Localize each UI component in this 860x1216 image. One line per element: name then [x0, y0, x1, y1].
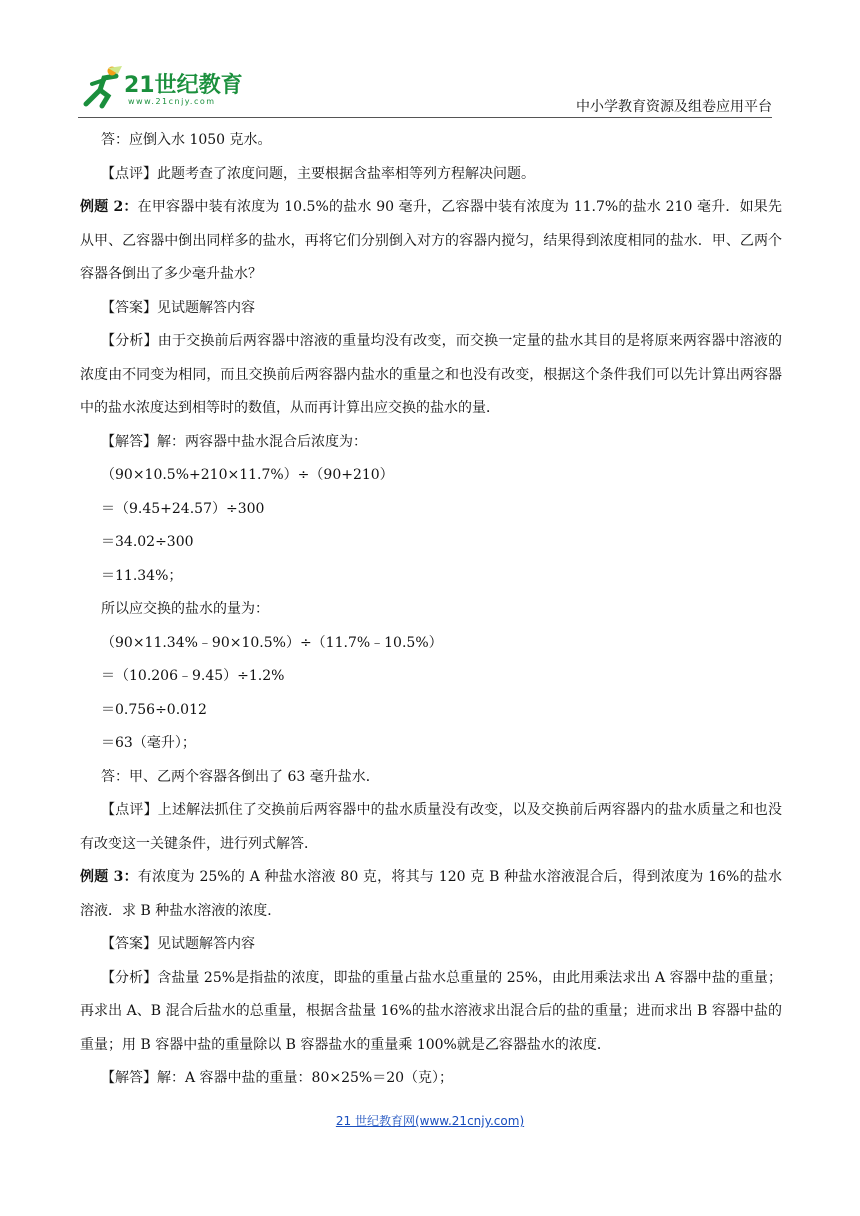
example-3-question	[80, 861, 782, 928]
solution-line-1: 【解答】解：两容器中盐水混合后浓度为：	[101, 433, 367, 450]
platform-title: 中小学教育资源及组卷应用平台	[576, 99, 772, 115]
runner-logo-icon	[78, 66, 124, 112]
example-2-label: 例题 2：	[80, 199, 138, 215]
solution-line-6: 所以应交换的盐水的量为：	[101, 601, 269, 617]
logo-text: 21世纪教育	[124, 73, 243, 98]
logo	[78, 66, 258, 112]
page-header	[0, 0, 860, 120]
page-footer	[0, 1112, 860, 1129]
example-3-text: 有浓度为 25%的 A 种盐水溶液 80 克，将其与 120 克 B 种盐水溶液混合后，得到浓度为 16%的盐水溶液．求 B 种盐水溶液的浓度．	[80, 869, 782, 919]
example-2-question	[80, 191, 782, 292]
example-3-label: 例题 3：	[80, 869, 138, 885]
logo-subtext: www.21cnjy.com	[128, 97, 216, 106]
answer-tag-3: 【答案】见试题解答内容	[101, 936, 255, 952]
answer-line: 答：应倒入水 1050 克水。	[101, 132, 272, 148]
final-answer: 答：甲、乙两个容器各倒出了 63 毫升盐水．	[101, 768, 380, 785]
answer-tag: 【答案】见试题解答内容	[101, 299, 255, 316]
analysis-paragraph: 【分析】由于交换前后两容器中溶液的重量均没有改变，而交换一定量的盐水其目的是将原来两容器中溶液的浓度由不同变为相同，而且交换前后两容器内盐水的重量之和也没有改变，根据这个条件我们可以先计算出两容器中的盐水浓度达到相等时的数值，从而再计算出应交换的盐水的量．	[80, 333, 782, 416]
solution-line-10: ＝63（毫升）；	[101, 735, 196, 751]
solution-line-3-1: 【解答】解：A 容器中盐的重量：80×25%＝20（克）；	[101, 1070, 454, 1086]
solution-line-8: ＝（10.206﹣9.45）÷1.2%	[101, 668, 285, 684]
comment-paragraph: 【点评】上述解法抓住了交换前后两容器中的盐水质量没有改变，以及交换前后两容器内的盐水质量之和也没有改变这一关键条件，进行列式解答．	[80, 802, 782, 852]
solution-line-3: ＝（9.45+24.57）÷300	[101, 500, 265, 517]
footer-link[interactable]: 21 世纪教育网(www.21cnjy.com)	[335, 1114, 525, 1128]
comment-line: 【点评】此题考查了浓度问题，主要根据含盐率相等列方程解决问题。	[101, 165, 535, 182]
solution-line-4: ＝34.02÷300	[101, 534, 194, 550]
solution-line-7: （90×11.34%﹣90×10.5%）÷（11.7%﹣10.5%）	[101, 634, 443, 651]
solution-line-9: ＝0.756÷0.012	[101, 701, 207, 718]
header-divider	[78, 117, 772, 118]
analysis-paragraph-3: 【分析】含盐量 25%是指盐的浓度，即盐的重量占盐水总重量的 25%，由此用乘法求出 A 容器中盐的重量；再求出 A、B 混合后盐水的总重量，根据含盐量 16%的盐水溶液求出混合后的盐的重量；进而求出 B 容器中盐的重量；用 B 容器中盐的重量除以 B 容器盐水的重量乘 100%就是乙容器盐水的浓度．	[80, 969, 782, 1053]
example-2-text: 在甲容器中装有浓度为 10.5%的盐水 90 毫升，乙容器中装有浓度为 11.7%的盐水 210 毫升．如果先从甲、乙容器中倒出同样多的盐水，再将它们分别倒入对方的容器内搅匀，结果得到浓度相同的盐水．甲、乙两个容器各倒出了多少毫升盐水？	[80, 199, 782, 282]
document-body	[80, 124, 782, 1096]
solution-line-2: （90×10.5%+210×11.7%）÷（90+210）	[101, 467, 394, 483]
solution-line-5: ＝11.34%；	[101, 567, 183, 584]
